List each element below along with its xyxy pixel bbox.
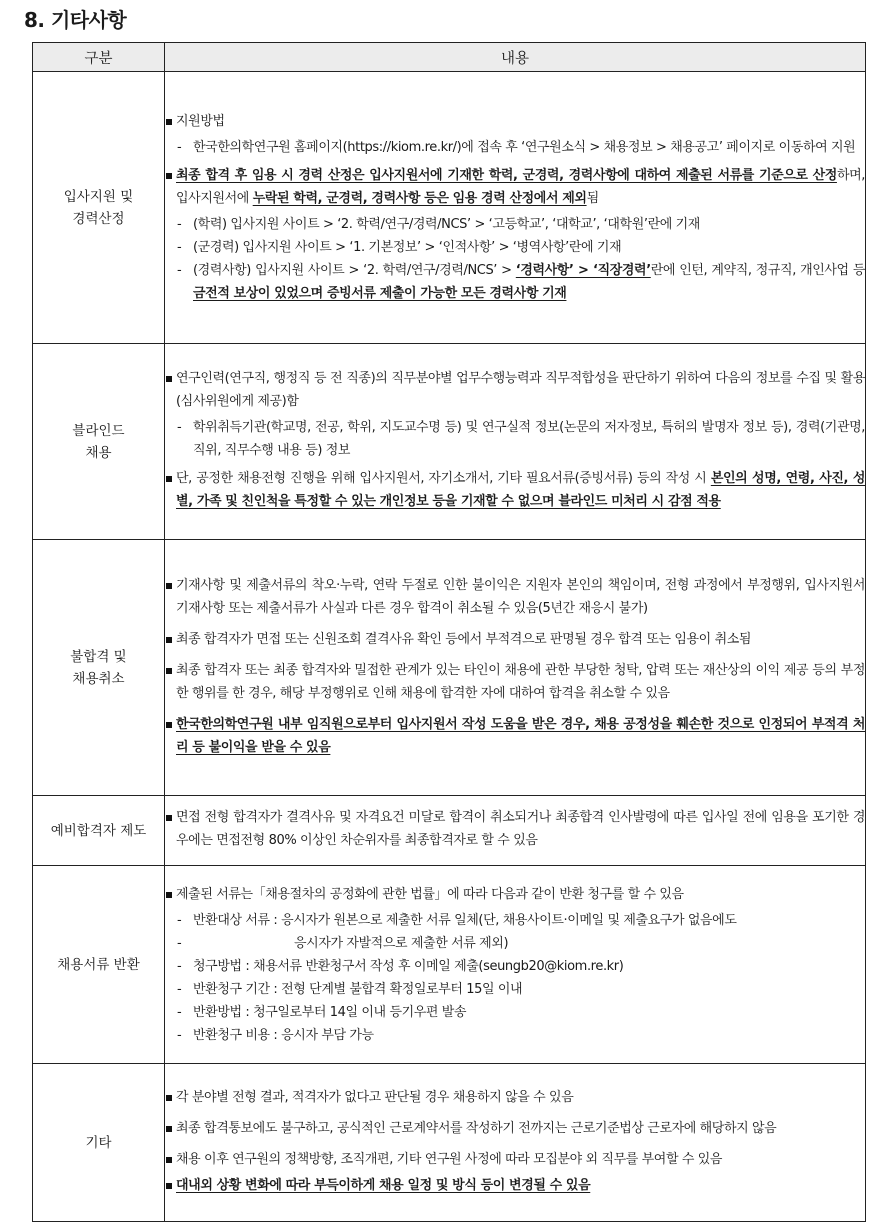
row-content	[165, 72, 866, 344]
row-content	[165, 796, 866, 866]
row-content	[165, 866, 866, 1064]
table-row	[33, 540, 866, 796]
row-category: 블라인드 채용	[33, 344, 165, 540]
bullet-item: 최종 합격자 또는 최종 합격자와 밀접한 관계가 있는 타인이 채용에 관한 부당한 청탁, 압력 또는 재산상의 이익 제공 등의 부정한 행위를 한 경우, 해당 부정행위로 인해 채용에 합격한 자에 대하여 합격을 취소할 수 있음	[165, 659, 865, 705]
bullet-item: 대내외 상황 변화에 따라 부득이하게 채용 일정 및 방식 등이 변경될 수 있음	[165, 1174, 865, 1197]
dash-item-continuation: - 응시자가 자발적으로 제출한 서류 제외)	[165, 932, 865, 955]
table-row	[33, 866, 866, 1064]
dash-item: - 반환청구 비용 : 응시자 부담 가능	[165, 1024, 865, 1047]
bullet-item: 최종 합격자가 면접 또는 신원조회 결격사유 확인 등에서 부적격으로 판명될 경우 합격 또는 임용이 취소됨	[165, 628, 865, 651]
row-content	[165, 540, 866, 796]
row-category: 채용서류 반환	[33, 866, 165, 1064]
bullet-item: 채용 이후 연구원의 정책방향, 조직개편, 기타 연구원 사정에 따라 모집분야 외 직무를 부여할 수 있음	[165, 1148, 865, 1171]
dash-item: - 한국한의학연구원 홈페이지(https://kiom.re.kr/)에 접속 후 ‘연구원소식 > 채용정보 > 채용공고’ 페이지로 이동하여 지원	[165, 136, 865, 159]
dash-item: - 청구방법 : 채용서류 반환청구서 작성 후 이메일 제출(seungb20@kiom.re.kr)	[165, 955, 865, 978]
bullet-item: 연구인력(연구직, 행정직 등 전 직종)의 직무분야별 업무수행능력과 직무적합성을 판단하기 위하여 다음의 정보를 수집 및 활용(심사위원에게 제공)함	[165, 367, 865, 413]
dash-item: - (군경력) 입사지원 사이트 > ‘1. 기본정보’ > ‘인적사항’ > ‘병역사항’란에 기재	[165, 236, 865, 259]
bullet-item: 단, 공정한 채용전형 진행을 위해 입사지원서, 자기소개서, 기타 필요서류(증빙서류) 등의 작성 시 본인의 성명, 연령, 사진, 성별, 가족 및 친인척을 특정할 수 있는 개인정보 등을 기재할 수 없으며 블라인드 미처리 시 감점 적용	[165, 467, 865, 513]
row-content	[165, 344, 866, 540]
bullet-item: 면접 전형 합격자가 결격사유 및 자격요건 미달로 합격이 취소되거나 최종합격 인사발령에 따른 입사일 전에 임용을 포기한 경우에는 면접전형 80% 이상인 차순위자를 최종합격자로 할 수 있음	[165, 806, 865, 852]
bullet-item: 최종 합격 후 임용 시 경력 산정은 입사지원서에 기재한 학력, 군경력, 경력사항에 대하여 제출된 서류를 기준으로 산정하며, 입사지원서에 누락된 학력, 군경력, 경력사항 등은 임용 경력 산정에서 제외됨	[165, 164, 865, 210]
bullet-item: 지원방법	[165, 110, 865, 133]
bullet-item: 제출된 서류는「채용절차의 공정화에 관한 법률」에 따라 다음과 같이 반환 청구를 할 수 있음	[165, 883, 865, 906]
bullet-item: 기재사항 및 제출서류의 착오·누락, 연락 두절로 인한 불이익은 지원자 본인의 책임이며, 전형 과정에서 부정행위, 입사지원서 기재사항 또는 제출서류가 사실과 다른 경우 합격이 취소될 수 있음(5년간 재응시 불가)	[165, 574, 865, 620]
dash-item: - (학력) 입사지원 사이트 > ‘2. 학력/연구/경력/NCS’ > ‘고등학교’, ‘대학교’, ‘대학원’란에 기재	[165, 213, 865, 236]
dash-item: - 반환청구 기간 : 전형 단계별 불합격 확정일로부터 15일 이내	[165, 978, 865, 1001]
dash-item: - 학위취득기관(학교명, 전공, 학위, 지도교수명 등) 및 연구실적 정보(논문의 저자정보, 특허의 발명자 정보 등), 경력(기관명, 직위, 직무수행 내용 등) 정보	[165, 416, 865, 462]
bullet-item: 최종 합격통보에도 불구하고, 공식적인 근로계약서를 작성하기 전까지는 근로기준법상 근로자에 해당하지 않음	[165, 1117, 865, 1140]
table-row	[33, 796, 866, 866]
table-row	[33, 72, 866, 344]
dash-item: - 반환방법 : 청구일로부터 14일 이내 등기우편 발송	[165, 1001, 865, 1024]
row-category: 입사지원 및 경력산정	[33, 72, 165, 344]
bullet-item: 각 분야별 전형 결과, 적격자가 없다고 판단될 경우 채용하지 않을 수 있음	[165, 1086, 865, 1109]
header-category: 구분	[33, 43, 165, 72]
dash-item: - (경력사항) 입사지원 사이트 > ‘2. 학력/연구/경력/NCS’ > ‘경력사항’ > ‘직장경력’란에 인턴, 계약직, 정규직, 개인사업 등 금전적 보상이 있었으며 증빙서류 제출이 가능한 모든 경력사항 기재	[165, 259, 865, 305]
table-row	[33, 344, 866, 540]
section-title: 8. 기타사항	[24, 8, 127, 32]
info-table	[32, 42, 866, 1222]
row-category: 예비합격자 제도	[33, 796, 165, 866]
row-category: 기타	[33, 1064, 165, 1222]
bullet-item: 한국한의학연구원 내부 임직원으로부터 입사지원서 작성 도움을 받은 경우, 채용 공정성을 훼손한 것으로 인정되어 부적격 처리 등 불이익을 받을 수 있음	[165, 713, 865, 759]
table-header-row	[33, 43, 866, 72]
dash-item: - 반환대상 서류 : 응시자가 원본으로 제출한 서류 일체(단, 채용사이트·이메일 및 제출요구가 없음에도	[165, 909, 865, 932]
header-content: 내용	[165, 43, 866, 72]
row-category: 불합격 및 채용취소	[33, 540, 165, 796]
